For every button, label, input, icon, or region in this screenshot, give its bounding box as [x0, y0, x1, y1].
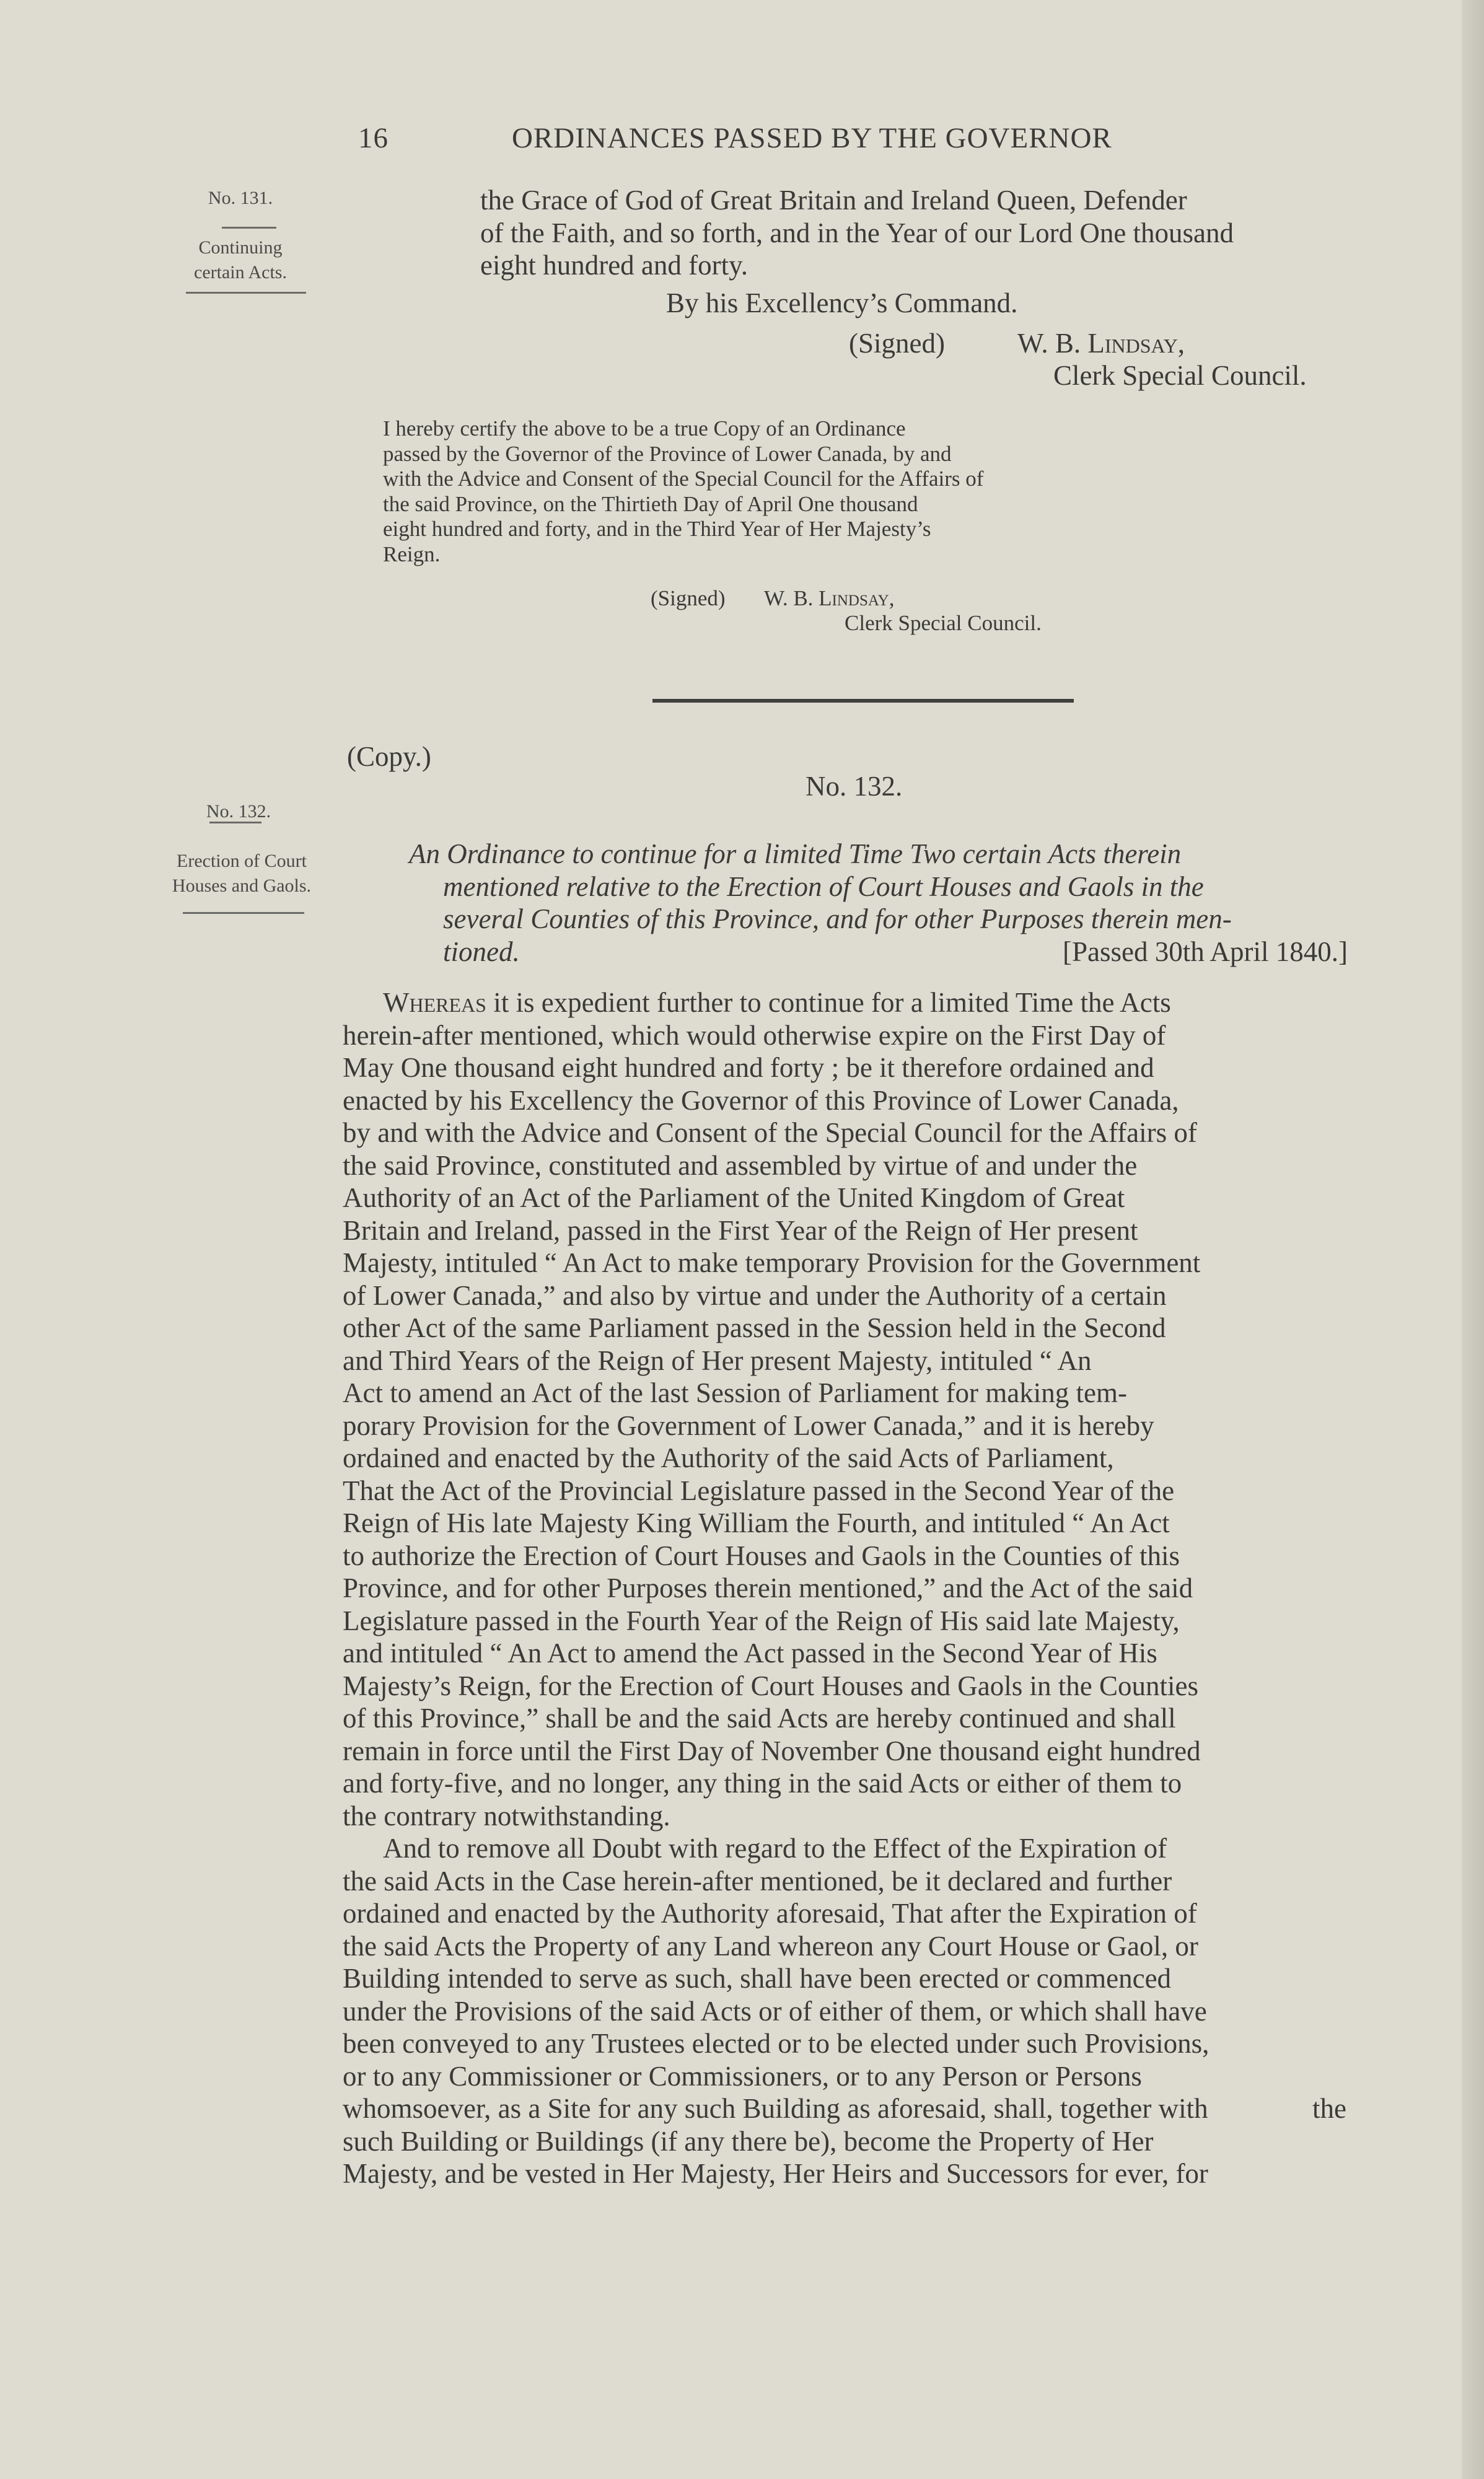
text-line: the said Province, on the Thirtieth Day of April One thousand	[383, 491, 918, 516]
signer-surname: Lindsay,	[1087, 328, 1185, 359]
title-line: tioned.	[443, 936, 520, 967]
certificate-signer-title: Clerk Special Council.	[845, 611, 1042, 635]
text-line: such Building or Buildings (if any there be), become the Property of Her	[343, 2125, 1154, 2157]
catchword: the	[1312, 2093, 1346, 2124]
margin-note-line: Erection of Court	[177, 851, 307, 871]
page-number: 16	[358, 122, 389, 154]
text-run: it is expedient further to continue for a limited Time the Acts	[486, 987, 1171, 1018]
section-divider	[652, 699, 1074, 703]
text-line: the said Province, constituted and assembled by virtue of and under the	[343, 1149, 1138, 1181]
text-line: remain in force until the First Day of November One thousand eight hundred	[343, 1735, 1201, 1766]
text-line: and intituled “ An Act to amend the Act passed in the Second Year of His	[343, 1638, 1157, 1669]
text-line: and forty-five, and no longer, any thing in the said Acts or either of them to	[343, 1768, 1182, 1799]
text-line: porary Provision for the Government of Lower Canada,” and it is hereby	[343, 1410, 1154, 1441]
text-line: with the Advice and Consent of the Special Council for the Affairs of	[383, 467, 984, 491]
text-line: the Grace of God of Great Britain and Ireland Queen, Defender	[480, 185, 1187, 216]
text-line: whomsoever, as a Site for any such Building as aforesaid, shall, together with	[343, 2093, 1208, 2124]
text-line: Legislature passed in the Fourth Year of the Reign of His said late Majesty,	[343, 1605, 1180, 1636]
whereas-word: Whereas	[383, 987, 486, 1018]
text-line: That the Act of the Provincial Legislature passed in the Second Year of the	[343, 1475, 1175, 1506]
page-header-title: ORDINANCES PASSED BY THE GOVERNOR	[512, 122, 1112, 154]
ordinance-number: No. 132.	[806, 771, 903, 802]
paragraph-first-line	[343, 986, 1371, 1019]
margin-divider	[209, 822, 261, 823]
text-line: passed by the Governor of the Province of Lower Canada, by and	[383, 441, 952, 466]
ordinance-body	[343, 986, 1371, 2190]
text-line: Reign.	[383, 542, 441, 566]
signer-title: Clerk Special Council.	[1053, 360, 1307, 391]
signer-surname: Lindsay,	[819, 586, 895, 610]
text-line: of this Province,” shall be and the said Acts are hereby continued and shall	[343, 1703, 1176, 1734]
text-line: Reign of His late Majesty King William the Fourth, and intituled “ An Act	[343, 1507, 1170, 1538]
text-line: eight hundred and forty, and in the Third Year of Her Majesty’s	[383, 517, 931, 541]
text-line: been conveyed to any Trustees elected or to be elected under such Provisions,	[343, 2028, 1210, 2059]
running-header	[358, 121, 1244, 159]
text-line: I hereby certify the above to be a true Copy of an Ordinance	[383, 416, 906, 441]
margin-note-line: Continuing	[198, 237, 283, 258]
text-line: ordained and enacted by the Authority aforesaid, That after the Expiration of	[343, 1898, 1197, 1929]
title-line: mentioned relative to the Erection of Court Houses and Gaols in the	[443, 871, 1204, 902]
text-line: enacted by his Excellency the Governor of this Province of Lower Canada,	[343, 1084, 1179, 1116]
margin-divider	[186, 292, 306, 294]
title-line: several Counties of this Province, and for other Purposes therein men-	[443, 903, 1232, 934]
margin-note-131-text	[166, 235, 315, 285]
page-edge-shadow	[1462, 0, 1484, 2479]
certificate-signed-label: (Signed)	[651, 586, 726, 610]
text-line: Province, and for other Purposes therein mentioned,” and the Act of the said	[343, 1573, 1193, 1604]
margin-note-131	[166, 186, 315, 211]
text-line: under the Provisions of the said Acts or of either of them, or which shall have	[343, 1995, 1207, 2027]
certificate-text	[383, 416, 1145, 567]
text-line: Britain and Ireland, passed in the First Year of the Reign of Her present	[343, 1214, 1138, 1246]
text-line: Act to amend an Act of the last Session of Parliament for making tem-	[343, 1377, 1127, 1408]
text-line: eight hundred and forty.	[480, 250, 748, 281]
copy-label: (Copy.)	[347, 741, 431, 772]
text-line: to authorize the Erection of Court Houses and Gaols in the Counties of this	[343, 1540, 1180, 1571]
margin-note-132-text	[143, 849, 341, 898]
margin-note-line: Houses and Gaols.	[172, 875, 312, 896]
text-line: of Lower Canada,” and also by virtue and under the Authority of a certain	[343, 1279, 1167, 1311]
title-line: An Ordinance to continue for a limited Time Two certain Acts therein	[409, 838, 1182, 869]
text-line: May One thousand eight hundred and forty ; be it therefore ordained and	[343, 1052, 1154, 1083]
passed-date: [Passed 30th April 1840.]	[1063, 936, 1348, 967]
text-line: Building intended to serve as such, shall have been erected or commenced	[343, 1963, 1172, 1994]
margin-note-line: certain Acts.	[194, 262, 287, 283]
command-line: By his Excellency’s Command.	[666, 287, 1018, 318]
text-line: ordained and enacted by the Authority of the said Acts of Parliament,	[343, 1442, 1114, 1473]
continued-text	[480, 184, 1372, 282]
margin-note-132	[167, 799, 310, 824]
signed-label: (Signed)	[849, 328, 945, 359]
margin-divider	[222, 227, 276, 229]
text-line: herein-after mentioned, which would otherwise expire on the First Day of	[343, 1019, 1166, 1051]
text-line: Majesty, and be vested in Her Majesty, Her Heirs and Successors for ever, for	[343, 2158, 1208, 2189]
margin-note-number: No. 132.	[206, 801, 271, 822]
text-line: Majesty’s Reign, for the Erection of Court Houses and Gaols in the Counties	[343, 1670, 1199, 1701]
text-line: and Third Years of the Reign of Her present Majesty, intituled “ An	[343, 1345, 1092, 1376]
margin-note-number: No. 131.	[208, 188, 273, 208]
text-line: Majesty, intituled “ An Act to make temporary Provision for the Government	[343, 1247, 1201, 1278]
text-line: Authority of an Act of the Parliament of the United Kingdom of Great	[343, 1182, 1125, 1213]
text-line: of the Faith, and so forth, and in the Year of our Lord One thousand	[480, 217, 1234, 248]
text-line: or to any Commissioner or Commissioners, or to any Person or Persons	[343, 2060, 1142, 2092]
text-line: by and with the Advice and Consent of the Special Council for the Affairs of	[343, 1117, 1197, 1148]
certificate-signer-name	[764, 586, 894, 612]
signer-initials: W. B.	[764, 586, 814, 610]
text-line: And to remove all Doubt with regard to the Effect of the Expiration of	[383, 1833, 1167, 1864]
signer-initials: W. B.	[1017, 328, 1081, 359]
margin-divider	[183, 912, 304, 914]
text-line: other Act of the same Parliament passed in the Session held in the Second	[343, 1312, 1166, 1343]
text-line: the contrary notwithstanding.	[343, 1800, 670, 1832]
signer-name	[1017, 327, 1185, 360]
text-line: the said Acts the Property of any Land whereon any Court House or Gaol, or	[343, 1930, 1198, 1962]
text-line: the said Acts in the Case herein-after mentioned, be it declared and further	[343, 1865, 1172, 1897]
